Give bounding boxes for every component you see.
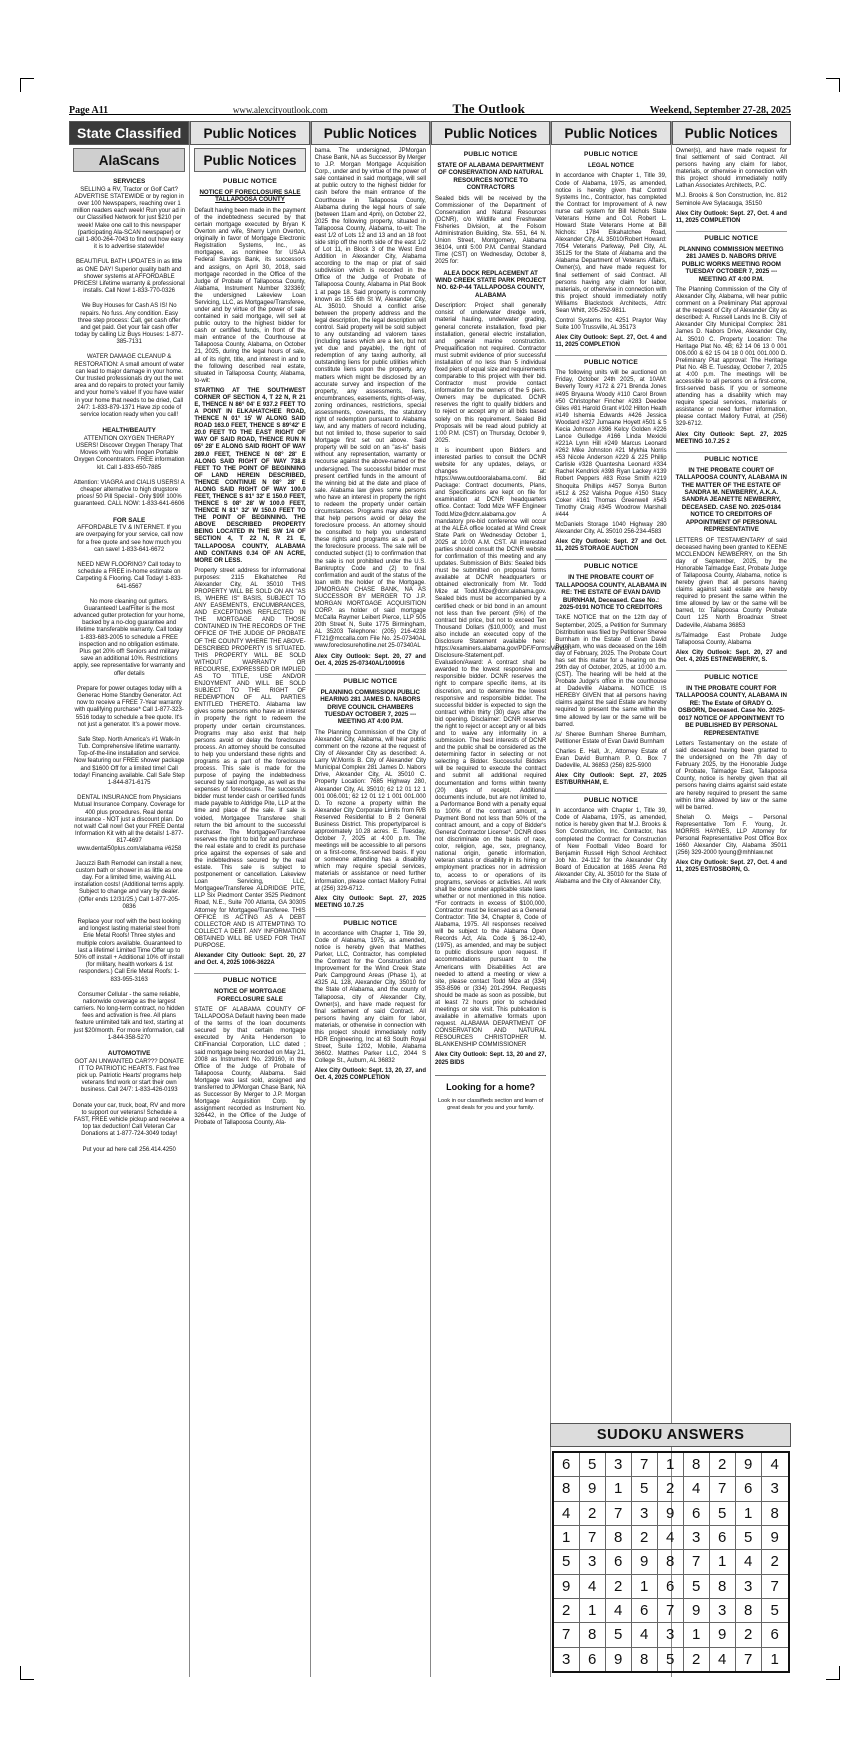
sudoku-cell: 9 [580, 1477, 606, 1501]
classified-ad [73, 1103, 185, 1139]
notice-publication-line: Alex City Outlook: Sept. 27 and Oct. 11, 2025 STORAGE AUCTION [555, 539, 667, 553]
column-public-notices-2 [310, 121, 430, 1677]
notice-publication-line: Alexander City Outlook: Sept. 20, 27 and Oct. 4, 2025 1006-3622A [194, 953, 306, 967]
sudoku-cell: 5 [580, 1453, 606, 1477]
sudoku-cell: 2 [554, 1599, 580, 1623]
sudoku-cell: 8 [736, 1599, 762, 1623]
classified-ad [73, 562, 185, 591]
classified-ad [73, 303, 185, 346]
sudoku-cell: 2 [658, 1477, 684, 1501]
sudoku-cell: 7 [580, 1526, 606, 1550]
notice-attorney: Shelah O. Meigs – Personal Representative Tom F. Young, Jr. MORRIS HAYNES, LLP Attorney for Personal Representative Post Office Box 1660 Alexander City, Alabama 35011 (256) 329-2000 tyoung@mhhlaw.net [675, 814, 787, 857]
sudoku-cell: 2 [762, 1550, 788, 1574]
sudoku-cell: 1 [606, 1477, 632, 1501]
page-columns [69, 121, 791, 1677]
sudoku-cell: 1 [710, 1550, 736, 1574]
classified-ad-text: AFFORDABLE TV & INTERNET. If you are overpaying for your service, call now for a free quote and see how much you can save! 1-833-641-6672 [75, 525, 183, 553]
sudoku-cell: 7 [710, 1477, 736, 1501]
sudoku-cell: 6 [710, 1526, 736, 1550]
sudoku-cell: 9 [736, 1453, 762, 1477]
sudoku-cell: 3 [762, 1477, 788, 1501]
sudoku-cell: 9 [606, 1648, 632, 1671]
classified-ad [73, 686, 185, 729]
auction-list: The following units will be auctioned on Friday, October 24th 2025, at 10AM: Beverly Towry #172 & 271 Brenda Jones #495 Bryauna Woody #110 Carol Brown #50 Christopher Fincher #283 Deedee Giles #81 Harold Grant #102 Hilton Heath #149 Ishemia Edwards #426 Jessica Woodard #327 Jumaane Hoyett #501 & 5 Kecia Johnson #396 Kelcy Golden #226 Lance Gulledge #166 Linda Mexicki #221A Lynn Hill #249 Marcus Leonard #262 Mike Johnston #21 Mykhia Norris #53 Nicole Anderson #229 & 225 Phillip Carlisle #328 Quantesha Leonard #334 Rachel Kendrick #398 Ryan Lackey #139 Robert Peppers #83 Rose Smith #219 Shoquita Phillips #457 Sonya Burton #512 & 252 Valisha Pogue #150 Stacy Coker #161 Thomas Greenwell #543 Timothy Craig #345 Woodrow Marshall #444 [555, 370, 667, 518]
sudoku-cell: 8 [684, 1453, 710, 1477]
classified-ad [73, 861, 185, 911]
classified-category-heading: FOR SALE [113, 516, 146, 524]
notice-heading: PUBLIC NOTICE [555, 793, 666, 804]
crop-mark-top-right [826, 78, 840, 92]
classified-ad-text: Safe Step. North America's #1 Walk-In Tub. Comprehensive lifetime warranty. Top-of-the-line installation and service. Now featuring our FREE shower package and $1600 Off for a limited time! Call today! Financing available. Call Safe Step 1-844-871-6175 [73, 736, 185, 786]
classified-ad [73, 354, 185, 419]
alascans-banner: AlaScans [73, 148, 185, 172]
sudoku-cell: 2 [632, 1526, 658, 1550]
classified-ad-text: DENTAL INSURANCE from Physicians Mutual Insurance Company. Coverage for 400 plus procedures. Real dental insurance - NOT just a discount plan. Do not wait! Call now! Get your FREE Dental Information Kit with all the details! 1-877-817-4697 www.dental50plus.com/alabama #6258 [73, 795, 185, 852]
classified-ad [73, 992, 185, 1042]
public-notices-banner: Public Notices [190, 121, 309, 145]
sudoku-cell: 5 [658, 1648, 684, 1671]
notice-body: bama. The undersigned, JPMorgan Chase Bank, NA as Successor By Merger to J.P. Morgan Mortgage Acquisition Corp., under and by virtue of the power of sale contained in said mortgage, will sell at public outcry to the highest bidder for cash before the main entrance of the Courthouse in Tallapoosa County, Alabama during the legal hours of sale (between 11am and 4pm), on October 22, 2025 the following property, situated in Tallapoosa County, Alabama, to-wit: The east 1/2 of Lots 12 and 13 and an 18 foot side strip off the north side of the east 1/2 of Lot 11, in Block 3 of the West End Addition in Alexander City, Alabama according to the map or plat of said subdivision which is recorded in the Office of the Judge of Probate of Tallapoosa County, Alabama in Plat Book 1 at page 18. Said property is commonly known as 155 6th St W, Alexander City, AL 35010. Should a conflict arise between the property address and the legal description, the legal description will control. Said property will be sold subject to any outstanding ad valorem taxes (including taxes which are a lien, but not yet due and payable), the right of redemption of any taxing authority, all outstanding liens for public utilities which constitute liens upon the property, any matters which might be disclosed by an accurate survey and inspection of the property, any assessments, liens, encumbrances, easements, rights-of-way, zoning ordinances, restrictions, special assessments, covenants, the statutory right of redemption pursuant to Alabama law, and any matters of record including, but not limited to, those superior to said Mortgage first set out above. Said property will be sold on an "as-is" basis without any representation, warranty or recourse against the above-named or the undersigned. The successful bidder must present certified funds in the amount of the winning bid at the date and place of sale. Alabama law gives some persons who have an interest in property the right to redeem the property under certain circumstances. Programs may also exist that help persons avoid or delay the foreclosure process. An attorney should be consulted to help you understand these rights and programs as a part of the foreclosure process. The sale will be conducted subject (1) to confirmation that the sale is not prohibited under the U.S. Bankruptcy Code and (2) to final confirmation and audit of the status of the loan with the holder of the Mortgage. JPMORGAN CHASE BANK, NA AS SUCCESSOR BY MERGER TO J.P. MORGAN MORTGAGE ACQUISITION CORP. as holder of said mortgage McCalla Raymer Leibert Pierce, LLP 505 20th Street N, Suite 1775 Birmingham, AL 35203 Telephone: (205) 216-4238 FT21@mccalla.com File No. 25-07340AL www.foreclosurehotline.net 25-07340AL [314, 148, 426, 650]
classified-ad [73, 178, 185, 251]
sudoku-cell: 7 [632, 1453, 658, 1477]
classified-ad-text: Consumer Cellular - the same reliable, nationwide coverage as the largest carriers. No long-term contract, no hidden fees and activation is free. All plans feature unlimited talk and text, starting at just $20/month. For more information, call 1-844-358-5270 [73, 991, 185, 1041]
notice-body: In accordance with Chapter 1, Title 39, Code of Alabama, 1975, as amended, notice is hereby given that M.J. Brooks & Son Construction, Inc. Contractor, has completed the Contract for Construction of New Football Video Board for Benjamin Russell High School Architect Job No. 24-112 for the Alexander City Board of Education at 1685 Arena Rd Alexander City, AL 35010 for the State of Alabama and the City of Alexander City, [555, 808, 667, 886]
classified-ad [73, 259, 185, 295]
looking-for-home-description: Look in our classifieds section and learn of great deals for you and your family. [437, 1097, 544, 1111]
notice-publication-line: Alex City Outlook: Sept. 27, Oct. 4 and 11, 2025 EST/OSBORN, G. [675, 860, 787, 874]
sudoku-cell: 6 [658, 1575, 684, 1599]
sudoku-cell: 2 [710, 1453, 736, 1477]
notice-address: Control Systems Inc 4251 Praytor Way Suite 100 Trussville, AL 35173 [555, 318, 667, 332]
notice-signature: /s/Talmadge East Probate Judge Tallapoosa County, Alabama [675, 632, 787, 646]
sudoku-cell: 3 [554, 1648, 580, 1671]
looking-for-home-headline: Looking for a home? [446, 1081, 536, 1092]
sudoku-cell: 3 [580, 1550, 606, 1574]
notice-heading: PUBLIC NOTICE [555, 559, 666, 570]
classified-ad [73, 480, 185, 509]
sudoku-cell: 2 [736, 1623, 762, 1647]
classified-ad-text: Attention: VIAGRA and CIALIS USERS! A cheaper alternative to high drugstore prices! 50 Pill Special - Only $99! 100% guaranteed. CALL NOW: 1-833-641-6606 [73, 479, 185, 508]
sudoku-cell: 2 [606, 1575, 632, 1599]
classified-ad-text: We Buy Houses for Cash AS IS! No repairs. No fuss. Any condition. Easy three step process: Call, get cash offer and get paid. Get your fair cash offer today by calling Liz Buys Houses: 1-877-385-7131 [74, 303, 184, 346]
public-notices-banner: Public Notices [311, 121, 430, 145]
sudoku-cell: 8 [632, 1648, 658, 1671]
notice-heading: PUBLIC NOTICE [315, 916, 426, 927]
paper-name: The Outlook [452, 101, 526, 116]
classified-ad [73, 737, 185, 787]
notice-heading: PUBLIC NOTICE [555, 355, 666, 366]
notice-heading: PUBLIC NOTICE [223, 178, 277, 185]
sudoku-cell: 3 [632, 1502, 658, 1526]
notice-signature: /s/ Sheree Burnham Sheree Burnham, Petitioner Estate of Evan David Burnham [555, 731, 667, 745]
classified-ad-text: Jacuzzi Bath Remodel can install a new, custom bath or shower in as little as one day. For a limited time, waiving ALL installation costs! (Additional terms apply. Subject to change and vary by dealer. (Offer ends 12/31/25.) Call 1-877-205-0836 [74, 860, 184, 910]
notice-body: Owner(s), and have made request for final settlement of said Contract. All persons having any claim for labor, materials, or otherwise in connection with this project should immediately notify Lathan Associates Architects, P.C. [675, 148, 787, 190]
notice-publication-line: Alex City Outlook: Sept. 27, 2025 MEETING 10.7.25 2 [675, 431, 787, 445]
sudoku-cell: 9 [632, 1550, 658, 1574]
sudoku-cell: 2 [580, 1502, 606, 1526]
sudoku-cell: 6 [632, 1599, 658, 1623]
notice-publication-line: Alex City Outlook: Sept. 27, 2025 EST/BURNHAM, E. [555, 773, 667, 787]
sudoku-cell: 3 [710, 1599, 736, 1623]
sudoku-cell: 5 [632, 1477, 658, 1501]
looking-for-home-ad [435, 1075, 546, 1112]
sudoku-cell: 5 [684, 1575, 710, 1599]
sudoku-cell: 8 [580, 1623, 606, 1647]
classified-ad-text: Donate your car, truck, boat, RV and more to support our veterans! Schedule a FAST, FREE vehicle pickup and receive a top tax deduction! Call Veteran Car Donations at 1-877-724-3049 today! [73, 1102, 186, 1138]
notice-title: IN THE PROBATE COURT OF TALLAPOOSA COUNTY, ALABAMA IN RE: THE ESTATE OF EVAN DAVID BURNHAM, Deceased. Case No.: 2025-0191 NOTICE TO CREDITORS [555, 574, 667, 612]
classified-ad [73, 427, 185, 472]
notice-title: NOTICE OF MORTGAGE FORECLOSURE SALE [214, 988, 286, 1003]
classified-ad-text: ATTENTION OXYGEN THERAPY USERS! Discover Oxygen Therapy That Moves with You with Inogen Portable Oxygen Concentrators. FREE information kit. Call 1-833-650-7885 [73, 435, 185, 471]
public-notices-banner: Public Notices [431, 121, 550, 145]
sudoku-cell: 4 [658, 1526, 684, 1550]
masthead [69, 101, 791, 115]
sudoku-cell: 3 [658, 1623, 684, 1647]
sudoku-cell: 6 [684, 1502, 710, 1526]
sudoku-cell: 1 [684, 1623, 710, 1647]
crop-mark-bottom-left [20, 1666, 34, 1680]
sudoku-cell: 1 [632, 1575, 658, 1599]
notice-body: Property street address for informational purposes: 2115 Elkahatchee Rd Alexander City, AL 35010 THIS PROPERTY WILL BE SOLD ON AN "AS IS, WHERE IS" BASIS, SUBJECT TO ANY EASEMENTS, ENCUMBRANCES, AND EXCEPTIONS REFLECTED IN THE MORTGAGE AND THOSE CONTAINED IN THE RECORDS OF THE OFFICE OF THE JUDGE OF PROBATE OF THE COUNTY WHERE THE ABOVE-DESCRIBED PROPERTY IS SITUATED. THIS PROPERTY WILL BE SOLD WITHOUT WARRANTY OR RECOURSE, EXPRESSED OR IMPLIED AS TO TITLE, USE AND/OR ENJOYMENT AND WILL BE SOLD SUBJECT TO THE RIGHT OF REDEMPTION OF ALL PARTIES ENTITLED THERETO. Alabama law gives some persons who have an interest in property the right to redeem the property under certain circumstances. Programs may also exist that help persons avoid or delay the foreclosure process. An attorney should be consulted to help you understand these rights and programs as a part of the foreclosure process. This sale is made for the purpose of paying the indebtedness secured by said mortgage, as well as the expenses of foreclosure. The successful bidder must tender cash or certified funds made payable to Aldridge Pite, LLP at the time and place of the sale. If sale is voided, Mortgagee Transferee shall return the bid amount to the successful purchaser. The Mortgagee/Transferee reserves the right to bid for and purchase the real estate and to credit its purchase price against the expenses of sale and the indebtedness secured by the real estate. This sale is subject to postponement or cancellation. Lakeview Loan Servicing, LLC, Mortgagee/Transferee ALDRIDGE PITE, LLP Six Piedmont Center 3525 Piedmont Road, N.E., Suite 700 Atlanta, GA 30305 Attorney for Mortgagee/Transferee. THIS OFFICE IS ACTING AS A DEBT COLLECTOR AND IS ATTEMPTING TO COLLECT A DEBT. ANY INFORMATION OBTAINED WILL BE USED FOR THAT PURPOSE. [194, 567, 306, 949]
classified-ad-text: Prepare for power outages today with a Generac Home Standby Generator. Act now to receive a FREE 7-Year warranty with qualifying purchase* Call 1-877-323-5516 today to schedule a free quote. It's not just a generator. It's a power move. [74, 685, 184, 728]
notice-title: LEGAL NOTICE [588, 162, 634, 169]
classified-ad [73, 795, 185, 853]
classified-category-heading: SERVICES [113, 178, 146, 185]
column-state-classified [69, 121, 189, 1677]
issue-date: Weekend, September 27-28, 2025 [649, 105, 791, 116]
sudoku-cell: 3 [684, 1526, 710, 1550]
sudoku-cell: 7 [762, 1575, 788, 1599]
classified-ad-text: BEAUTIFUL BATH UPDATES in as little as ONE DAY! Superior quality bath and shower systems at AFFORDABLE PRICES! Lifetime warranty & professional installs. Call Now! 1-833-770-0326 [73, 259, 185, 295]
sudoku-cell: 7 [554, 1623, 580, 1647]
sudoku-answers-box [550, 1423, 791, 1677]
sudoku-cell: 6 [762, 1623, 788, 1647]
notice-attorney: Charles E. Hall, Jr., Attorney Estate of Evan David Burnham P. O. Box 7 Dadeville, AL 36853 (256) 825-5900 [555, 748, 667, 770]
classified-ad-text: WATER DAMAGE CLEANUP & RESTORATION: A small amount of water can lead to major damage in your home. Our trusted professionals dry out the wet area and do repairs to protect your family and your home's value! If you have water in your home that needs to be dried, Call 24/7: 1-833-879-1371 Have zip code of service location ready when you call! [74, 354, 185, 418]
notice-body: LETTERS OF TESTAMENTARY of said deceased having been granted to KEENE MCCLENDON NEWBERRY, on the 5th day of September, 2025, by the Honorable Talmadge East, Probate Judge of Tallapoosa County, Alabama, notice is hereby given that all persons having claims against said estate are hereby required to present the same within the time allowed by law or the same will be barred, to: Tallapoosa County Probate Court 125 North Broadnax Street Dadeville, Alabama 36853 [675, 537, 787, 629]
sudoku-cell: 1 [554, 1526, 580, 1550]
sudoku-cell: 6 [606, 1550, 632, 1574]
sudoku-cell: 4 [684, 1477, 710, 1501]
notice-title: IN THE PROBATE COURT FOR TALLAPOOSA COUNTY, ALABAMA IN RE: The Estate of GRADY O. OSBORN, Deceased. Case No. 2025-0017 NOTICE OF APPOINTMENT TO BE PUBLISHED BY PERSONAL REPRESENTATIVE [675, 684, 787, 737]
notice-title: PLANNING COMMISSION PUBLIC HEARING 281 JAMES D. NABORS DRIVE COUNCIL CHAMBERS TUESDAY OCTOBER 7, 2025 --- MEETING AT 4:00 P.M. [320, 688, 421, 726]
notice-heading: PUBLIC NOTICE [676, 231, 787, 242]
sudoku-cell: 4 [554, 1502, 580, 1526]
sudoku-cell: 4 [580, 1575, 606, 1599]
notice-publication-line: Alex City Outlook: Sept. 27, Oct. 4 and 11, 2025 COMPLETION [675, 210, 787, 224]
column-public-notices-3 [430, 121, 572, 1677]
classified-ads-list [73, 178, 185, 1154]
sudoku-cell: 7 [736, 1648, 762, 1671]
notice-body: The Planning Commission of the City of Alexander City, Alabama, will hear public comment on a Preliminary Plat approval at the request of City of Alexander City as described: A. Russell Lands Inc B. City of Alexander City Municipal Complex: 281 James D. Nabors Drive, Alexander City, AL 35010 C. Property Location: The Heritage Plat No. 4B; 62 14 06 13 0 001 006.000 & 62 15 04 18 0 001 001.000 D. Preliminary Plat approval: The Heritage Plat No. 4B E. Tuesday, October 7, 2025 at 4:00 p.m. The meetings will be accessible to all persons on a first-come, first-served basis. If you or someone attending has a disability which may require special services, materials or assistance or need further information, please contact Mallory Futral, at (256) 329-6712. [675, 286, 787, 428]
notice-publication-line: Alex City Outlook: Sept. 27, 2025 MEETING 10.7.25 [314, 895, 426, 909]
crop-mark-top-left [20, 78, 34, 92]
sudoku-cell: 4 [736, 1550, 762, 1574]
sudoku-cell: 9 [762, 1526, 788, 1550]
classified-ad-text: Put your ad here call 256.414.4250 [82, 1146, 176, 1153]
sudoku-cell: 4 [710, 1648, 736, 1671]
sudoku-cell: 1 [770, 1650, 779, 1668]
sudoku-cell: 5 [736, 1526, 762, 1550]
crop-mark-bottom-right [826, 1666, 840, 1680]
notice-publication-line: Alex City Outlook: Sept. 20, 27 and Oct. 4, 2025 25-07340AL/100916 [314, 653, 426, 667]
sudoku-cell: 6 [554, 1453, 580, 1477]
classified-category-heading: AUTOMOTIVE [107, 1050, 151, 1057]
sudoku-cell: 1 [658, 1453, 684, 1477]
notice-title: STATE OF ALABAMA DEPARTMENT OF CONSERVATION AND NATURAL RESOURCES NOTICE TO CONTRACTORS [437, 162, 544, 192]
notice-body: The Planning Commission of the City of Alexander City, Alabama, will hear public comment on the rezone at the request of City of Alexander City as described: A. Larry W.Morris B. City of Alexander City Municipal Complex 281 James D. Nabors Drive, Alexander City, AL 35010 C. Property Location: 7685 Highway 280, Alexander City, AL 35010; 62 12 01 12 1 001 006.001; 62 12 01 12 1 001 001.000 D. To rezone a property within the Alexander City Corporate Limits from R/B Reserved Residential to B 2 General Business District. This property/parcel is approximately 10.28 acres. E. Tuesday, October 7, 2025 at 4:00 p.m. The meetings will be accessible to all persons on a first-come, first-served basis. If you or someone attending has a disability which may require special services, materials or assistance or need further information, please contact Mallory Futral at (256) 329-6712. [314, 729, 426, 892]
sudoku-cell: 5 [554, 1550, 580, 1574]
notice-body: STATE OF ALABAMA COUNTY OF TALLAPOOSA Default having been made of the terms of the loan documents secured by that certain mortgage executed by Anita Henderson to CitiFinancial Corporation, LLC dated ; said mortgage being recorded on May 21, 2008 as Instrument No. 239160, in the Office of the Judge of Probate of Tallapoosa County, Alabama. Said Mortgage was last sold, assigned and transferred to JPMorgan Chase Bank, NA as Successor By Merger to J.P. Morgan Mortgage Acquisition Corp. by assignment recorded as Instrument No. 326442, in the Office of the Judge of Probate of Tallapoosa County, Ala- [194, 1007, 306, 1127]
sudoku-cell: 8 [554, 1477, 580, 1501]
notice-title: PLANNING COMMISSION MEETING 281 JAMES D. NABORS DRIVE PUBLIC WORKS MEETING ROOM TUESDAY OCTOBER 7, 2025 --- MEETING AT 4:00 P.M. [679, 245, 784, 283]
classified-ad [73, 1050, 185, 1095]
website-url: www.alexcityoutlook.com [232, 105, 328, 115]
sudoku-grid [552, 1451, 790, 1673]
sudoku-cell: 1 [736, 1502, 762, 1526]
notice-heading: PUBLIC NOTICE [676, 670, 787, 681]
notice-publication-line: Alex City Outlook: Sept. 13, 20 and 27, 2025 BIDS [434, 1052, 547, 1066]
sudoku-cell: 6 [580, 1648, 606, 1671]
sudoku-cell: 5 [762, 1599, 788, 1623]
sudoku-cell: 7 [658, 1599, 684, 1623]
notice-body: In accordance with Chapter 1, Title 39, Code of Alabama, 1975, as amended, notice is hereby given that Matthes Parker, LLC, Contractor, has completed the Contract for the Construction and Improvement for the Wind Creek State Park Campground Areas (Phase 1), at 4325 AL 128, Alexander City, 35010 for the State of Alabama, and the county of Tallapoosa, city of Alexander City, Owner(s), and have made request for final settlement of said Contract. All persons having any claim for labor, materials, or otherwise in connection with this project should immediately notify HDR Engineering, Inc at 63 South Royal Street, Suite 1202, Mobile, Alabama 36602. Matthes Parker LLC, 2044 S College St., Auburn, AL 36832 [314, 930, 426, 1065]
sudoku-cell: 8 [762, 1502, 788, 1526]
sudoku-cell: 5 [606, 1623, 632, 1647]
classified-ad-text: No more cleaning out gutters. Guaranteed! LeafFilter is the most advanced gutter protection for your home, backed by a no-clog guarantee and lifetime transferable warranty. Call today 1-833-683-2005 to schedule a FREE inspection and no obligation estimate. Plus get 20% off! Seniors and military save an additional 10%. Restrictions apply, see representative for warranty and offer details [73, 598, 185, 677]
notice-body: It is incumbent upon Bidders and interested parties to consult the DCNR website for any updates, delays, or changes at: https://www.outdooralabama.com/. Bid Package: Contract documents, Plans, and Specifications are kept on file for examination at DCNR headquarters office. Contact: Todd Mize WFF Engineer Todd.Mize@dcnr.alabama.gov A mandatory pre-bid conference will occur at the ALEA office located at Wind Creek State Park on Wednesday October 1, 2025 at 10:00 A.M. CST. All interested parties should consult the DCNR website for confirmation of this meeting and any updates. Submission of Bids: Sealed bids must be submitted on proposal forms available at DCNR headquarters or obtained electronically from Mr. Todd Mize at Todd.Mize@dcnr.alabama.gov. Sealed bids must be accompanied by a certified check or bid bond in an amount not less than five percent (5%) of the contract bid price, but not to exceed Ten Thousand Dollars ($10,000); and must also include an executed copy of the Disclosure Statement available here: https://examiners.alabama.gov/PDF/Forms/Vendor-Disclosure-Statement.pdf. Evaluation/Award: A contract shall be awarded to the lowest responsive and responsible bidder. DCNR reserves the right to compare specific items, at its discretion, and to determine the lowest responsive and responsible bidder. The successful bidder is expected to sign the contract within thirty (30) days after the bid opening. Disclaimer: DCNR reserves the right to reject or accept any or all bids and to waive any informality in a submission. The best interests of DCNR and the public shall be considered as the determining factor in selecting or not selecting a Bidder. Successful Bidders will be required to execute the contract and submit all additional required documentation and forms within twenty (20) days of receipt. Additional documents include, but are not limited to, a Performance Bond with a penalty equal to 100% of the contract amount, a Payment Bond not less than 50% of the contract amount, and a copy of Bidder's General Contractor License*. DCNR does not discriminate on the basis of race, color, religion, age, sex, pregnancy, national origin, genetic information, veteran status or disability in its hiring or employment practices nor in admission to, access to or operations of its programs, services or activities. All work shall be done under applicable state laws whether or not mentioned in this notice. *For contracts in excess of $100,000, Contractor must be licensed as a General Contractor: Title 34, Chapter 8, Code of Alabama, 1975. All responses received will be subject to the Alabama Open Records Act, Ala. Code § 36-12-40, (1975), as amended, and may be subject to public disclosure upon request. If accommodations pursuant to the Americans with Disabilities Act are needed to attend a meeting or view a site, please contact Todd Mize at (334) 353-8596 or (334) 201-2994. Requests should be made as soon as possible, but at least 72 hours prior to scheduled meetings or site visit. This publication is available in alternative formats upon request. ALABAMA DEPARTMENT OF CONSERVATION AND NATURAL RESOURCES CHRISTOPHER M. BLANKENSHIP COMMISSIONER [434, 447, 572, 1049]
classified-ad-text: Replace your roof with the best looking and longest lasting material steel from Erie Metal Roofs! Three styles and multiple colors available. Guaranteed to last a lifetime! Limited Time Offer up to 50% off install + Additional 10% off install (for military, health workers & 1st responders.) Call Erie Metal Roofs: 1-833-955-3163 [74, 919, 184, 983]
classified-ad-text: SELLING a RV, Tractor or Golf Cart? ADVERTISE STATEWIDE or by region in over 100 Newspapers, reaching over 1 million readers each week! Run your ad in our Classified Network for just $210 per week! Make one call to this newspaper (participating Ala-SCAN newspaper) or call 1-800-264-7043 to find out how easy it is to advertise statewide! [73, 186, 186, 251]
sudoku-cell: 7 [606, 1502, 632, 1526]
classified-category-heading: HEALTH/BEAUTY [102, 427, 156, 435]
project-title: ALEA DOCK REPLACEMENT AT WIND CREEK STATE PARK PROJECT NO. 62-P-44 TALLAPOOSA COUNTY, ALABAMA [435, 269, 546, 299]
notice-address: M.J. Brooks & Son Construction, Inc. 812 Seminole Ave Sylacauga, 35150 [675, 193, 787, 207]
sudoku-cell: 4 [632, 1623, 658, 1647]
page-number: Page A11 [69, 105, 109, 116]
public-notices-sub-banner: Public Notices [194, 148, 305, 172]
sudoku-cell: 2 [684, 1648, 710, 1671]
notice-title: IN THE PROBATE COURT OF TALLAPOOSA COUNTY, ALABAMA IN THE MATTER OF THE ESTATE OF SANDRA M. NEWBERRY, A.K.A. SANDRA JEANETTE NEWBERRY, DECEASED. CASE NO. 2025-0184 NOTICE TO CREDITORS OF APPOINTMENT OF PERSONAL REPRESENTATIVE [675, 466, 787, 534]
notice-legal-description: STARTING AT THE SOUTHWEST CORNER OF SECTION 4, T 22 N, R 21 E, THENCE N 86° 04' E 937.2 FEET TO A POINT IN ELKAHATCHEE ROAD, THENCE N 01° 15' W ALONG SAID ROAD 163.0 FEET, THENCE S 89°42' E 20.0 FEET TO THE EAST RIGHT OF WAY OF SAID ROAD, THENCE RUN N 05° 28' E ALONG SAID RIGHT OF WAY 289.0 FEET, THENCE N 08° 28' E ALONG SAID RIGHT OF WAY 738.8 FEET TO THE POINT OF BEGINNING OF LAND HEREIN DESCRIBED, THENCE CONTINUE N 08° 28' E ALONG SAID RIGHT OF WAY 100.0 FEET, THENCE S 81° 32' E 150.0 FEET, THENCE S 08° 28' W 100.0 FEET, THENCE N 81° 32' W 150.0 FEET TO THE POINT OF BEGINNING. THE ABOVE DESCRIBED PROPERTY BEING LOCATED IN THE SW 1/4 OF SECTION 4, T 22 N, R 21 E, TALLAPOOSA COUNTY, ALABAMA AND CONTAINS 0.34 OF AN ACRE, MORE OR LESS. [194, 387, 306, 564]
notice-body: Description: Project shall generally consist of underwater dredge work, material hauling, underwater grading, general concrete installation, fixed pier installation, general electric installation, and general marine construction. Prequalification not required. Contractor must submit evidence of prior successful installation of no less than 5 individual fixed piers of equal size and requirements comparable to this project with their bid. Contractor must provide contact information for the owners of the 5 piers. Owners may be duplicated. DCNR reserves the right to qualify bidders and to reject or accept any or all bids based solely on this requirement. Sealed Bid Proposals will be read aloud publicly at 1:00 P.M. (CST) on Thursday, October 9, 2025. [434, 303, 547, 444]
classified-ad [73, 599, 185, 678]
sudoku-cell: 3 [736, 1575, 762, 1599]
sudoku-cell: 4 [762, 1453, 788, 1477]
notice-heading: PUBLIC NOTICE [463, 151, 518, 158]
classified-ad-text: NEED NEW FLOORING? Call today to schedule a FREE in-home estimate on Carpeting & Flooring. Call Today! 1-833-641-6567 [75, 561, 183, 590]
public-notices-banner: Public Notices [672, 121, 791, 145]
notice-body: In accordance with Chapter 1, Title 39, Code of Alabama, 1975, as amended, notice is hereby given that Control Systems Inc., Contractor, has completed the Contract for Improvement of A new nurse call system for Bill Nichols State Veterans Home and Col. Robert L. Howard State Veterans Home at Bill Nichols: 1784 Elkahatchee Road, Alexander City, AL 35010/Robert Howard: 7054 Veterans Parkway, Pell City, AL 35125 for the State of Alabama and the Alabama Department of Veterans Affairs, Owner(s), and have made request for final settlement of said Contract. All persons having any claim for labor, materials, or otherwise in connection with this project should immediately notify Williams Blackstock Architects, Attn: Sean Whitt, 205-252-9811. [555, 173, 667, 314]
sudoku-cell: 9 [684, 1599, 710, 1623]
classified-ad [73, 517, 185, 554]
sudoku-cell: 7 [684, 1550, 710, 1574]
notice-address: McDaniels Storage 1040 Highway 280 Alexander City, AL 35010 256-234-4583 [555, 521, 667, 536]
sudoku-cell: 3 [606, 1453, 632, 1477]
sudoku-cell: 5 [710, 1502, 736, 1526]
notice-publication-line: Alex City Outlook: Sept. 13, 20, 27, and Oct. 4, 2025 COMPLETION [314, 1068, 426, 1082]
public-notices-banner: Public Notices [551, 121, 670, 145]
sudoku-cell: 8 [606, 1526, 632, 1550]
sudoku-cell: 9 [554, 1575, 580, 1599]
notice-heading: PUBLIC NOTICE [676, 452, 787, 463]
sudoku-cell: 9 [658, 1502, 684, 1526]
state-classified-banner: State Classified [69, 121, 189, 145]
notice-title: NOTICE OF FORECLOSURE SALE TALLAPOOSA COUNTY [199, 189, 301, 204]
classified-ad [73, 1147, 185, 1154]
notice-publication-line: Alex City Outlook: Sept. 27, Oct. 4 and 11, 2025 COMPLETION [555, 335, 667, 349]
sudoku-cell: 8 [658, 1550, 684, 1574]
classified-ad-text: GOT AN UNWANTED CAR??? DONATE IT TO PATRIOTIC HEARTS. Fast free pick up. Patriotic Hearts' programs help veterans find work or start their own business. Call 24/7: 1-833-426-0193 [74, 1058, 184, 1094]
notice-body: Default having been made in the payment of the indebtedness secured by that certain mortgage executed by Bryan K Overton and wife, Sherry Lynn Overton, originally in favor of Mortgage Electronic Registration Systems, Inc., as mortgagee, as nominee for USAA Federal Savings Bank, its successors and assigns, on April 30, 2018, said mortgage recorded in the Office of the Judge of Probate of Tallapoosa County, Alabama, Instrument Number 323369; the undersigned Lakeview Loan Servicing, LLC, as Mortgagee/Transferee, under and by virtue of the power of sale contained in said mortgage, will sell at public outcry to the highest bidder for cash or certified funds, in front of the main entrance of the Courthouse at Tallapoosa County, Alabama, on October 21, 2025, during the legal hours of sale, all of its right, title, and interest in and to the following described real estate, situated in Tallapoosa County, Alabama, to-wit: [194, 207, 306, 384]
sudoku-cell: 6 [736, 1477, 762, 1501]
sudoku-cell: 9 [710, 1623, 736, 1647]
sudoku-cell: 1 [580, 1599, 606, 1623]
notice-body: TAKE NOTICE that on the 12th day of September, 2025, a Petition for Summary Distribution was filed by Petitioner Sheree Burnham in the Estate of Evan David Burnham, who was deceased on the 16th day of February, 2025. The Probate Court has set this matter for a hearing on the 29th day of October, 2025, at 10:00 a.m. (CST). The hearing will be held at the Probate Judge's office in the courthouse at Dadeville Alabama. NOTICE IS HEREBY GIVEN that all persons having claims against the said Estate are hereby required to present the same within the time allowed by law or the same will be barred. [555, 615, 667, 728]
column-public-notices-1 [189, 121, 309, 1677]
notice-body: Sealed bids will be received by the Commissioner of the Department of Conservation and Natural Resources (DCNR), c/o Wildlife and Freshwater Fisheries Division, at the Folsom Administration Building, Ste. 551, 64 N. Union Street, Montgomery, Alabama 36104, until 5:00 P.M. Central Standard Time (CST) on Wednesday, October 8, 2025 for: [434, 195, 547, 266]
sudoku-title: SUDOKU ANSWERS [550, 1423, 791, 1447]
notice-heading: PUBLIC NOTICE [194, 973, 305, 984]
notice-heading: PUBLIC NOTICE [584, 151, 638, 158]
notice-heading: PUBLIC NOTICE [315, 674, 426, 685]
notice-publication-line: Alex City Outlook: Sept. 20, 27 and Oct. 4, 2025 EST/NEWBERRY, S. [675, 649, 787, 663]
classified-ad [73, 919, 185, 984]
sudoku-cell: 4 [606, 1599, 632, 1623]
sudoku-cell: 8 [710, 1575, 736, 1599]
notice-body: Letters Testamentary on the estate of said deceased having been granted to the undersigned on the 7th day of February 2025, by the Honorable Judge of Probate, Talmadge East, Tallapoosa County, notice is hereby given that all persons having claims against said estate are hereby required to present the same within time allowed by law or the same will be barred. [675, 741, 787, 811]
